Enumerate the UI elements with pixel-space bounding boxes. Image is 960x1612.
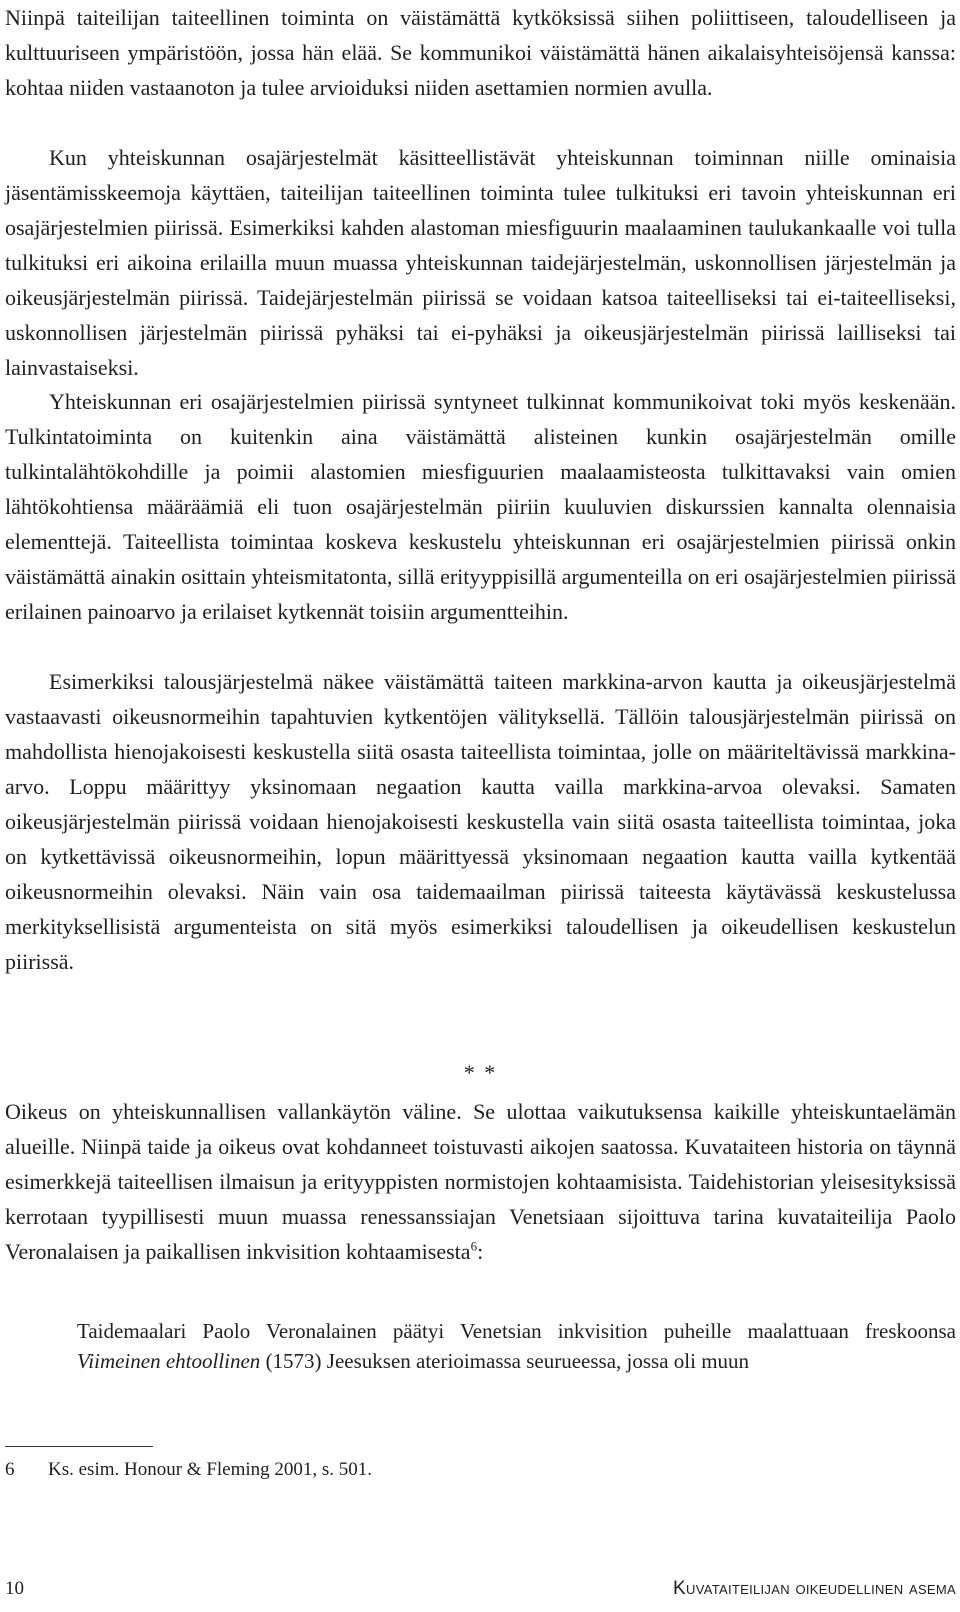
page-number: 10 [5, 1578, 24, 1599]
footnote-divider [5, 1446, 153, 1447]
footnote-number: 6 [5, 1459, 15, 1480]
body-paragraph-4: Esimerkiksi talousjärjestelmä näkee väistämättä taiteen markkina-arvon kautta ja oikeusjärjestelmä vastaavasti oikeusnormeihin tapahtuvien kytkentöjen välityksellä. Tällöin talousjärjestelmän piirissä on mahdollista hienojakoisesti keskustella siitä osasta taiteellista toimintaa, jolle on määriteltävissä markkina-arvo. Loppu määrittyy yksinomaan negaation kautta vailla markkina-arvoa olevaksi. Samaten oikeusjärjestelmän piirissä voidaan hienojakoisesti keskustella vain siitä osasta taiteellista toimintaa, joka on kytkettävissä oikeusnormeihin, lopun määrittyessä yksinomaan negaation kautta vailla kytkentää oikeusnormeihin olevaksi. Näin vain osa taidemaailman piirissä taiteesta käytävässä keskustelussa merkityksellisistä argumenteista on sitä myös esimerkiksi taloudellisen ja oikeudellisen keskustelun piirissä. [5, 669, 956, 974]
block-quote [77, 1316, 956, 1376]
body-paragraph-5 [5, 1094, 956, 1269]
body-paragraph-2: Kun yhteiskunnan osajärjestelmät käsitteellistävät yhteiskunnan toiminnan niille ominaisia jäsentämisskeemoja käyttäen, taiteilijan taiteellinen toiminta tulee tulkituksi eri tavoin yhteiskunnan eri osajärjestelmien piirissä. Esimerkiksi kahden alastoman miesfiguurin maalaaminen taulukankaalle voi tulla tulkituksi eri aikoina erilailla muun muassa yhteiskunnan taidejärjestelmän, uskonnollisen järjestelmän ja oikeusjärjestelmän piirissä. Taidejärjestelmän piirissä se voidaan katsoa taiteelliseksi tai ei-taiteelliseksi, uskonnollisen järjestelmän piirissä pyhäksi tai ei-pyhäksi ja oikeusjärjestelmän piirissä lailliseksi tai lainvastaiseksi. [5, 145, 956, 380]
quote-text-after: (1573) Jeesuksen aterioimassa seurueessa, jossa oli muun [260, 1349, 750, 1373]
page-footer [5, 1572, 956, 1606]
footnote-reference[interactable]: 6 [470, 1238, 478, 1254]
quote-text-before: Taidemaalari Paolo Veronalainen päätyi Venetsian inkvisition puheille maalattuaan freskoonsa [77, 1319, 956, 1343]
quote-artwork-title: Viimeinen ehtoollinen [77, 1349, 261, 1373]
footnote [5, 1456, 372, 1484]
paragraph-5-text: Oikeus on yhteiskunnallisen vallankäytön väline. Se ulottaa vaikutuksensa kaikille yhteiskuntaelämän alueille. Niinpä taide ja oikeus ovat kohdanneet toistuvasti aikojen saatossa. Kuvataiteen historia on täynnä esimerkkejä taiteellisen ilmaisun ja erityyppisten normistojen kohtaamisista. Taidehistorian yleisesityksissä kerrotaan tyypillisesti muun muassa renessanssiajan Venetsiaan sijoittuva tarina kuvataiteilija Paolo Veronalaisen ja paikallisen inkvisition kohtaamisesta [5, 1099, 956, 1264]
body-paragraph-1: Niinpä taiteilijan taiteellinen toiminta on väistämättä kytköksissä siihen poliittiseen, taloudelliseen ja kulttuuriseen ympäristöön, jossa hän elää. Se kommunikoi väistämättä hänen aikalaisyhteisöjensä kanssa: kohtaa niiden vastaanoton ja tulee arvioiduksi niiden asettamien normien avulla. [5, 5, 956, 100]
section-separator: * * [463, 1060, 498, 1085]
running-head: Kuvataiteilijan oikeudellinen asema [673, 1578, 956, 1599]
paragraph-5-tail: : [477, 1239, 484, 1264]
footnote-text: Ks. esim. Honour & Fleming 2001, s. 501. [48, 1459, 373, 1480]
body-paragraph-3: Yhteiskunnan eri osajärjestelmien piirissä syntyneet tulkinnat kommunikoivat toki myös keskenään. Tulkintatoiminta on kuitenkin aina väistämättä alisteinen kunkin osajärjestelmän omille tulkintalähtökohdille ja poimii alastomien miesfiguurien maalaamisteosta tulkittavaksi vain omien lähtökohtiensa määräämiä eli tuon osajärjestelmän piiriin kuuluvien diskurssien kannalta olennaisia elementtejä. Taiteellista toimintaa koskeva keskustelu yhteiskunnan eri osajärjestelmien piirissä onkin väistämättä ainakin osittain yhteismitatonta, sillä erityyppisillä argumenteilla on eri osajärjestelmien piirissä erilainen painoarvo ja erilaiset kytkennät toisiin argumentteihin. [5, 389, 956, 624]
